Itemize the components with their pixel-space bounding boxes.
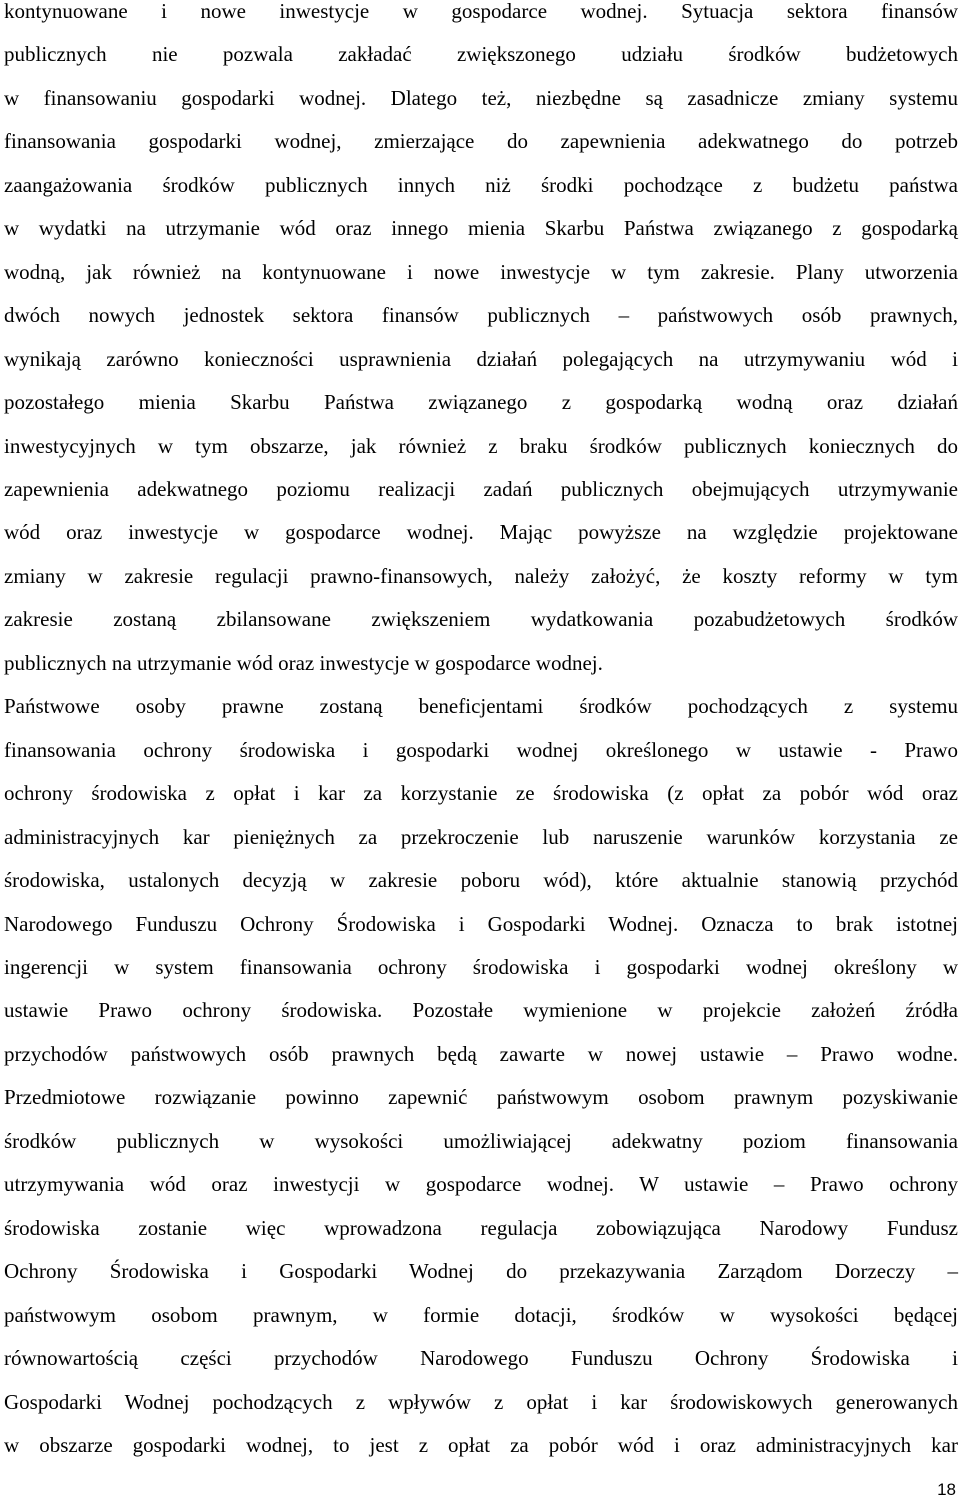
text-line: Państwowe osoby prawne zostaną beneficjentami środków pochodzących z systemu [4, 694, 958, 719]
text-line: w obszarze gospodarki wodnej, to jest z opłat za pobór wód i oraz administracyjnych kar [4, 1432, 958, 1457]
text-line: Gospodarki Wodnej pochodzących z wpływów z opłat i kar środowiskowych generowanych [4, 1389, 958, 1414]
text-line: zmiany w zakresie regulacji prawno-finansowych, należy założyć, że koszty reformy w tym [4, 563, 958, 588]
text-line: wodną, jak również na kontynuowane i nowe inwestycje w tym zakresie. Plany utworzenia [4, 259, 958, 284]
text-line: Przedmiotowe rozwiązanie powinno zapewnić państwowym osobom prawnym pozyskiwanie [4, 1085, 958, 1110]
text-line: równowartością części przychodów Narodowego Funduszu Ochrony Środowiska i [4, 1346, 958, 1371]
text-line: w finansowaniu gospodarki wodnej. Dlatego też, niezbędne są zasadnicze zmiany systemu [4, 85, 958, 110]
text-line: inwestycyjnych w tym obszarze, jak również z braku środków publicznych koniecznych do [4, 433, 958, 458]
document-page [4, 0, 958, 1467]
text-line: pozostałego mienia Skarbu Państwa związanego z gospodarką wodną oraz działań [4, 390, 958, 415]
page-number: 18 [937, 1480, 956, 1499]
text-line: wynikają zarówno konieczności usprawnienia działań polegających na utrzymywaniu wód i [4, 346, 958, 371]
text-line: kontynuowane i nowe inwestycje w gospodarce wodnej. Sytuacja sektora finansów [4, 0, 958, 23]
text-line: ustawie Prawo ochrony środowiska. Pozostałe wymienione w projekcie założeń źródła [4, 998, 958, 1023]
text-line: finansowania ochrony środowiska i gospodarki wodnej określonego w ustawie - Prawo [4, 737, 958, 762]
text-line: środków publicznych w wysokości umożliwiającej adekwatny poziom finansowania [4, 1128, 958, 1153]
text-line: w wydatki na utrzymanie wód oraz innego mienia Skarbu Państwa związanego z gospodarką [4, 216, 958, 241]
text-line: administracyjnych kar pieniężnych za przekroczenie lub naruszenie warunków korzystania ze [4, 824, 958, 849]
text-line: środowiska zostanie więc wprowadzona regulacja zobowiązująca Narodowy Fundusz [4, 1215, 958, 1240]
text-line: zapewnienia adekwatnego poziomu realizacji zadań publicznych obejmujących utrzymywanie [4, 476, 958, 501]
paragraph-2 [4, 685, 958, 1467]
text-line: dwóch nowych jednostek sektora finansów publicznych – państwowych osób prawnych, [4, 303, 958, 328]
text-line: państwowym osobom prawnym, w formie dotacji, środków w wysokości będącej [4, 1302, 958, 1327]
text-line: Ochrony Środowiska i Gospodarki Wodnej do przekazywania Zarządom Dorzeczy – [4, 1259, 958, 1284]
text-line: zakresie zostaną zbilansowane zwiększeniem wydatkowania pozabudżetowych środków [4, 607, 958, 632]
text-line: wód oraz inwestycje w gospodarce wodnej. Mając powyższe na względzie projektowane [4, 520, 958, 545]
paragraph-1 [4, 0, 958, 685]
text-line: ochrony środowiska z opłat i kar za korzystanie ze środowiska (z opłat za pobór wód oraz [4, 781, 958, 806]
text-line: ingerencji w system finansowania ochrony środowiska i gospodarki wodnej określony w [4, 954, 958, 979]
text-line: przychodów państwowych osób prawnych będą zawarte w nowej ustawie – Prawo wodne. [4, 1041, 958, 1066]
text-line: publicznych na utrzymanie wód oraz inwestycje w gospodarce wodnej. [4, 650, 603, 675]
text-line: środowiska, ustalonych decyzją w zakresie poboru wód), które aktualnie stanowią przychód [4, 868, 958, 893]
text-line: finansowania gospodarki wodnej, zmierzające do zapewnienia adekwatnego do potrzeb [4, 129, 958, 154]
text-line: utrzymywania wód oraz inwestycji w gospodarce wodnej. W ustawie – Prawo ochrony [4, 1172, 958, 1197]
text-line: zaangażowania środków publicznych innych niż środki pochodzące z budżetu państwa [4, 172, 958, 197]
text-line: Narodowego Funduszu Ochrony Środowiska i Gospodarki Wodnej. Oznacza to brak istotnej [4, 911, 958, 936]
text-line: publicznych nie pozwala zakładać zwiększonego udziału środków budżetowych [4, 42, 958, 67]
